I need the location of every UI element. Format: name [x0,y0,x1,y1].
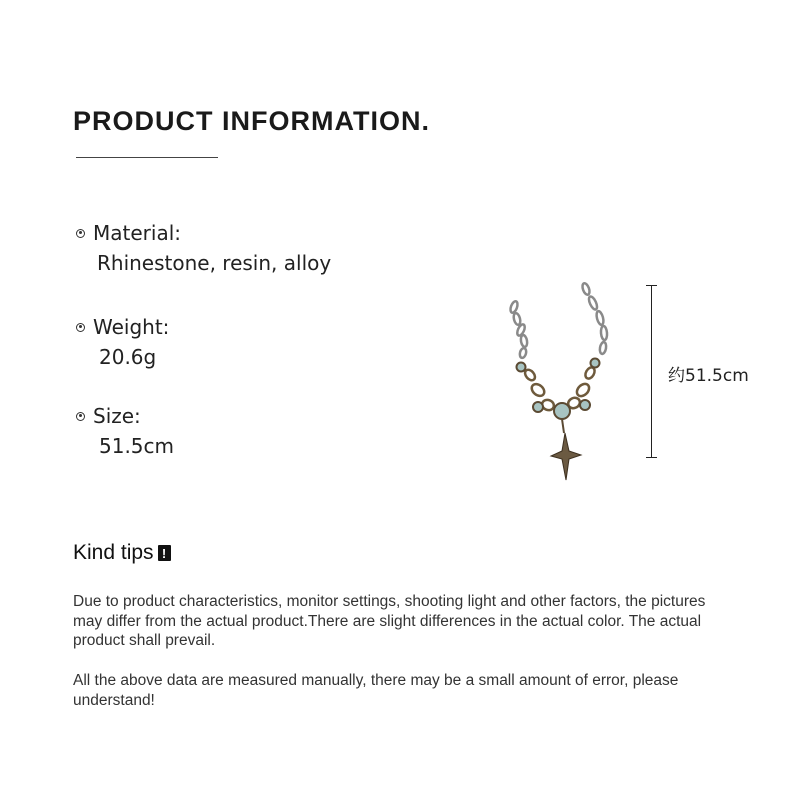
kind-tips-heading [73,541,171,565]
bullet-icon [76,229,85,238]
spec-weight-value: 20.6g [99,345,157,369]
spec-size-label: Size: [93,404,141,428]
dimension-line [651,285,652,457]
bullet-icon [76,412,85,421]
spec-weight-label: Weight: [93,315,170,339]
necklace-image [490,275,630,485]
spec-size [76,401,174,461]
title-underline [76,157,218,158]
bullet-icon [76,323,85,332]
kind-tips-label: Kind tips [73,541,154,564]
dimension-cap-bottom [646,457,657,458]
page-title: PRODUCT INFORMATION. [73,106,430,136]
exclamation-icon: ! [158,545,171,561]
spec-weight [76,312,169,372]
note-disclaimer-measurement: All the above data are measured manually, there may be a small amount of error, please understand! [73,672,679,709]
spec-size-value: 51.5cm [99,434,175,458]
spec-material-value: Rhinestone, resin, alloy [97,251,332,275]
spec-material-label: Material: [93,221,181,245]
dimension-label: 约51.5cm [668,366,749,386]
note-disclaimer-color: Due to product characteristics, monitor settings, shooting light and other factors, the pictures may differ from the actual product.There are slight differences in the actual color. The actual product shall prevail. [73,593,706,649]
spec-material [76,218,331,278]
